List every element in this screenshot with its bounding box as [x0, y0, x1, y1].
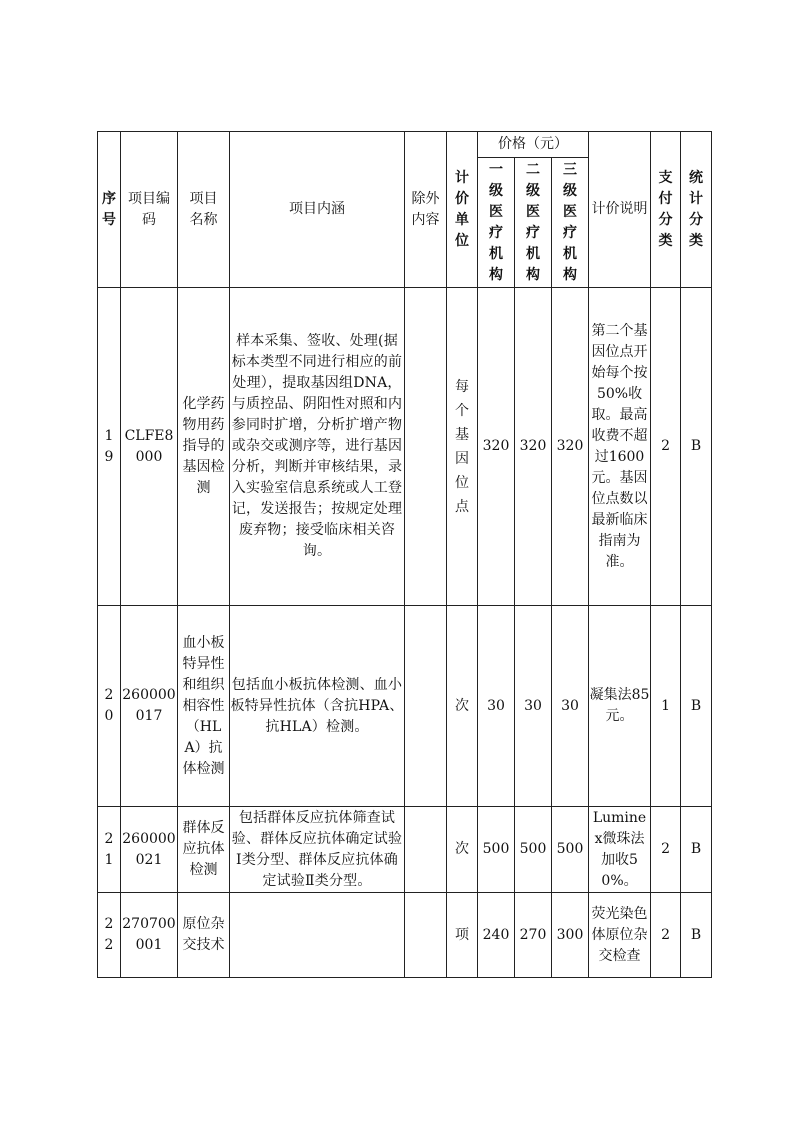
- row-unit: 次: [447, 606, 478, 807]
- row-seq: 21: [98, 807, 121, 893]
- header-unit: 计价单位: [447, 132, 478, 288]
- header-stat-class: 统计分类: [681, 132, 712, 288]
- row-unit: 次: [447, 807, 478, 893]
- row-unit: 每个基因位点: [447, 288, 478, 606]
- header-price-group: 价格（元）: [478, 132, 589, 158]
- header-row-top: [98, 132, 712, 158]
- table-row: [98, 893, 712, 978]
- row-name: 原位杂交技术: [178, 893, 230, 978]
- row-price-level1: 240: [478, 893, 515, 978]
- table-row: [98, 807, 712, 893]
- row-unit: 项: [447, 893, 478, 978]
- row-content: 包括血小板抗体检测、血小板特异性抗体（含抗HPA、抗HLA）检测。: [230, 606, 405, 807]
- row-stat-class: B: [681, 893, 712, 978]
- row-exclusion: [405, 807, 447, 893]
- row-price-level1: 30: [478, 606, 515, 807]
- row-payment-class: 2: [651, 288, 681, 606]
- row-payment-class: 1: [651, 606, 681, 807]
- row-name: 血小板特异性和组织相容性（HLA）抗体检测: [178, 606, 230, 807]
- header-code: 项目编码: [121, 132, 178, 288]
- row-stat-class: B: [681, 606, 712, 807]
- row-exclusion: [405, 893, 447, 978]
- row-content: [230, 893, 405, 978]
- fee-table: [97, 131, 712, 978]
- header-content: 项目内涵: [230, 132, 405, 288]
- row-price-level3: 320: [552, 288, 589, 606]
- row-seq: 19: [98, 288, 121, 606]
- header-payment-class: 支付分类: [651, 132, 681, 288]
- header-price-level3: 三级医疗机构: [552, 158, 589, 288]
- row-price-level2: 500: [515, 807, 552, 893]
- row-code: CLFE8000: [121, 288, 178, 606]
- row-code: 260000021: [121, 807, 178, 893]
- row-seq: 20: [98, 606, 121, 807]
- row-code: 270700001: [121, 893, 178, 978]
- row-stat-class: B: [681, 807, 712, 893]
- row-price-level2: 270: [515, 893, 552, 978]
- row-exclusion: [405, 606, 447, 807]
- row-code: 260000017: [121, 606, 178, 807]
- row-payment-class: 2: [651, 807, 681, 893]
- table-row: [98, 606, 712, 807]
- row-price-level2: 320: [515, 288, 552, 606]
- row-price-level1: 320: [478, 288, 515, 606]
- row-price-level3: 300: [552, 893, 589, 978]
- row-content: 样本采集、签收、处理(据标本类型不同进行相应的前处理），提取基因组DNA，与质控品、阴阳性对照和内参同时扩增，分析扩增产物或杂交或测序等，进行基因分析，判断并审核结果，录入实验室信息系统或人工登记，发送报告；按规定处理废弃物；接受临床相关咨询。: [230, 288, 405, 606]
- header-price-level2: 二级医疗机构: [515, 158, 552, 288]
- row-price-level2: 30: [515, 606, 552, 807]
- row-payment-class: 2: [651, 893, 681, 978]
- row-name: 群体反应抗体检测: [178, 807, 230, 893]
- header-name: 项目名称: [178, 132, 230, 288]
- row-price-level3: 500: [552, 807, 589, 893]
- row-seq: 22: [98, 893, 121, 978]
- header-pricing-note: 计价说明: [589, 132, 651, 288]
- row-pricing-note: 第二个基因位点开始每个按50%收取。最高收费不超过1600元。基因位点数以最新临床指南为准。: [589, 288, 651, 606]
- row-pricing-note: 凝集法85元。: [589, 606, 651, 807]
- row-content: 包括群体反应抗体筛查试验、群体反应抗体确定试验Ⅰ类分型、群体反应抗体确定试验Ⅱ类分型。: [230, 807, 405, 893]
- header-exclusion: 除外内容: [405, 132, 447, 288]
- table-row: [98, 288, 712, 606]
- header-price-level1: 一级医疗机构: [478, 158, 515, 288]
- row-pricing-note: 荧光染色体原位杂交检查: [589, 893, 651, 978]
- row-name: 化学药物用药指导的基因检测: [178, 288, 230, 606]
- row-stat-class: B: [681, 288, 712, 606]
- row-price-level1: 500: [478, 807, 515, 893]
- row-exclusion: [405, 288, 447, 606]
- row-price-level3: 30: [552, 606, 589, 807]
- header-seq: 序号: [98, 132, 121, 288]
- row-pricing-note: Luminex微珠法加收50%。: [589, 807, 651, 893]
